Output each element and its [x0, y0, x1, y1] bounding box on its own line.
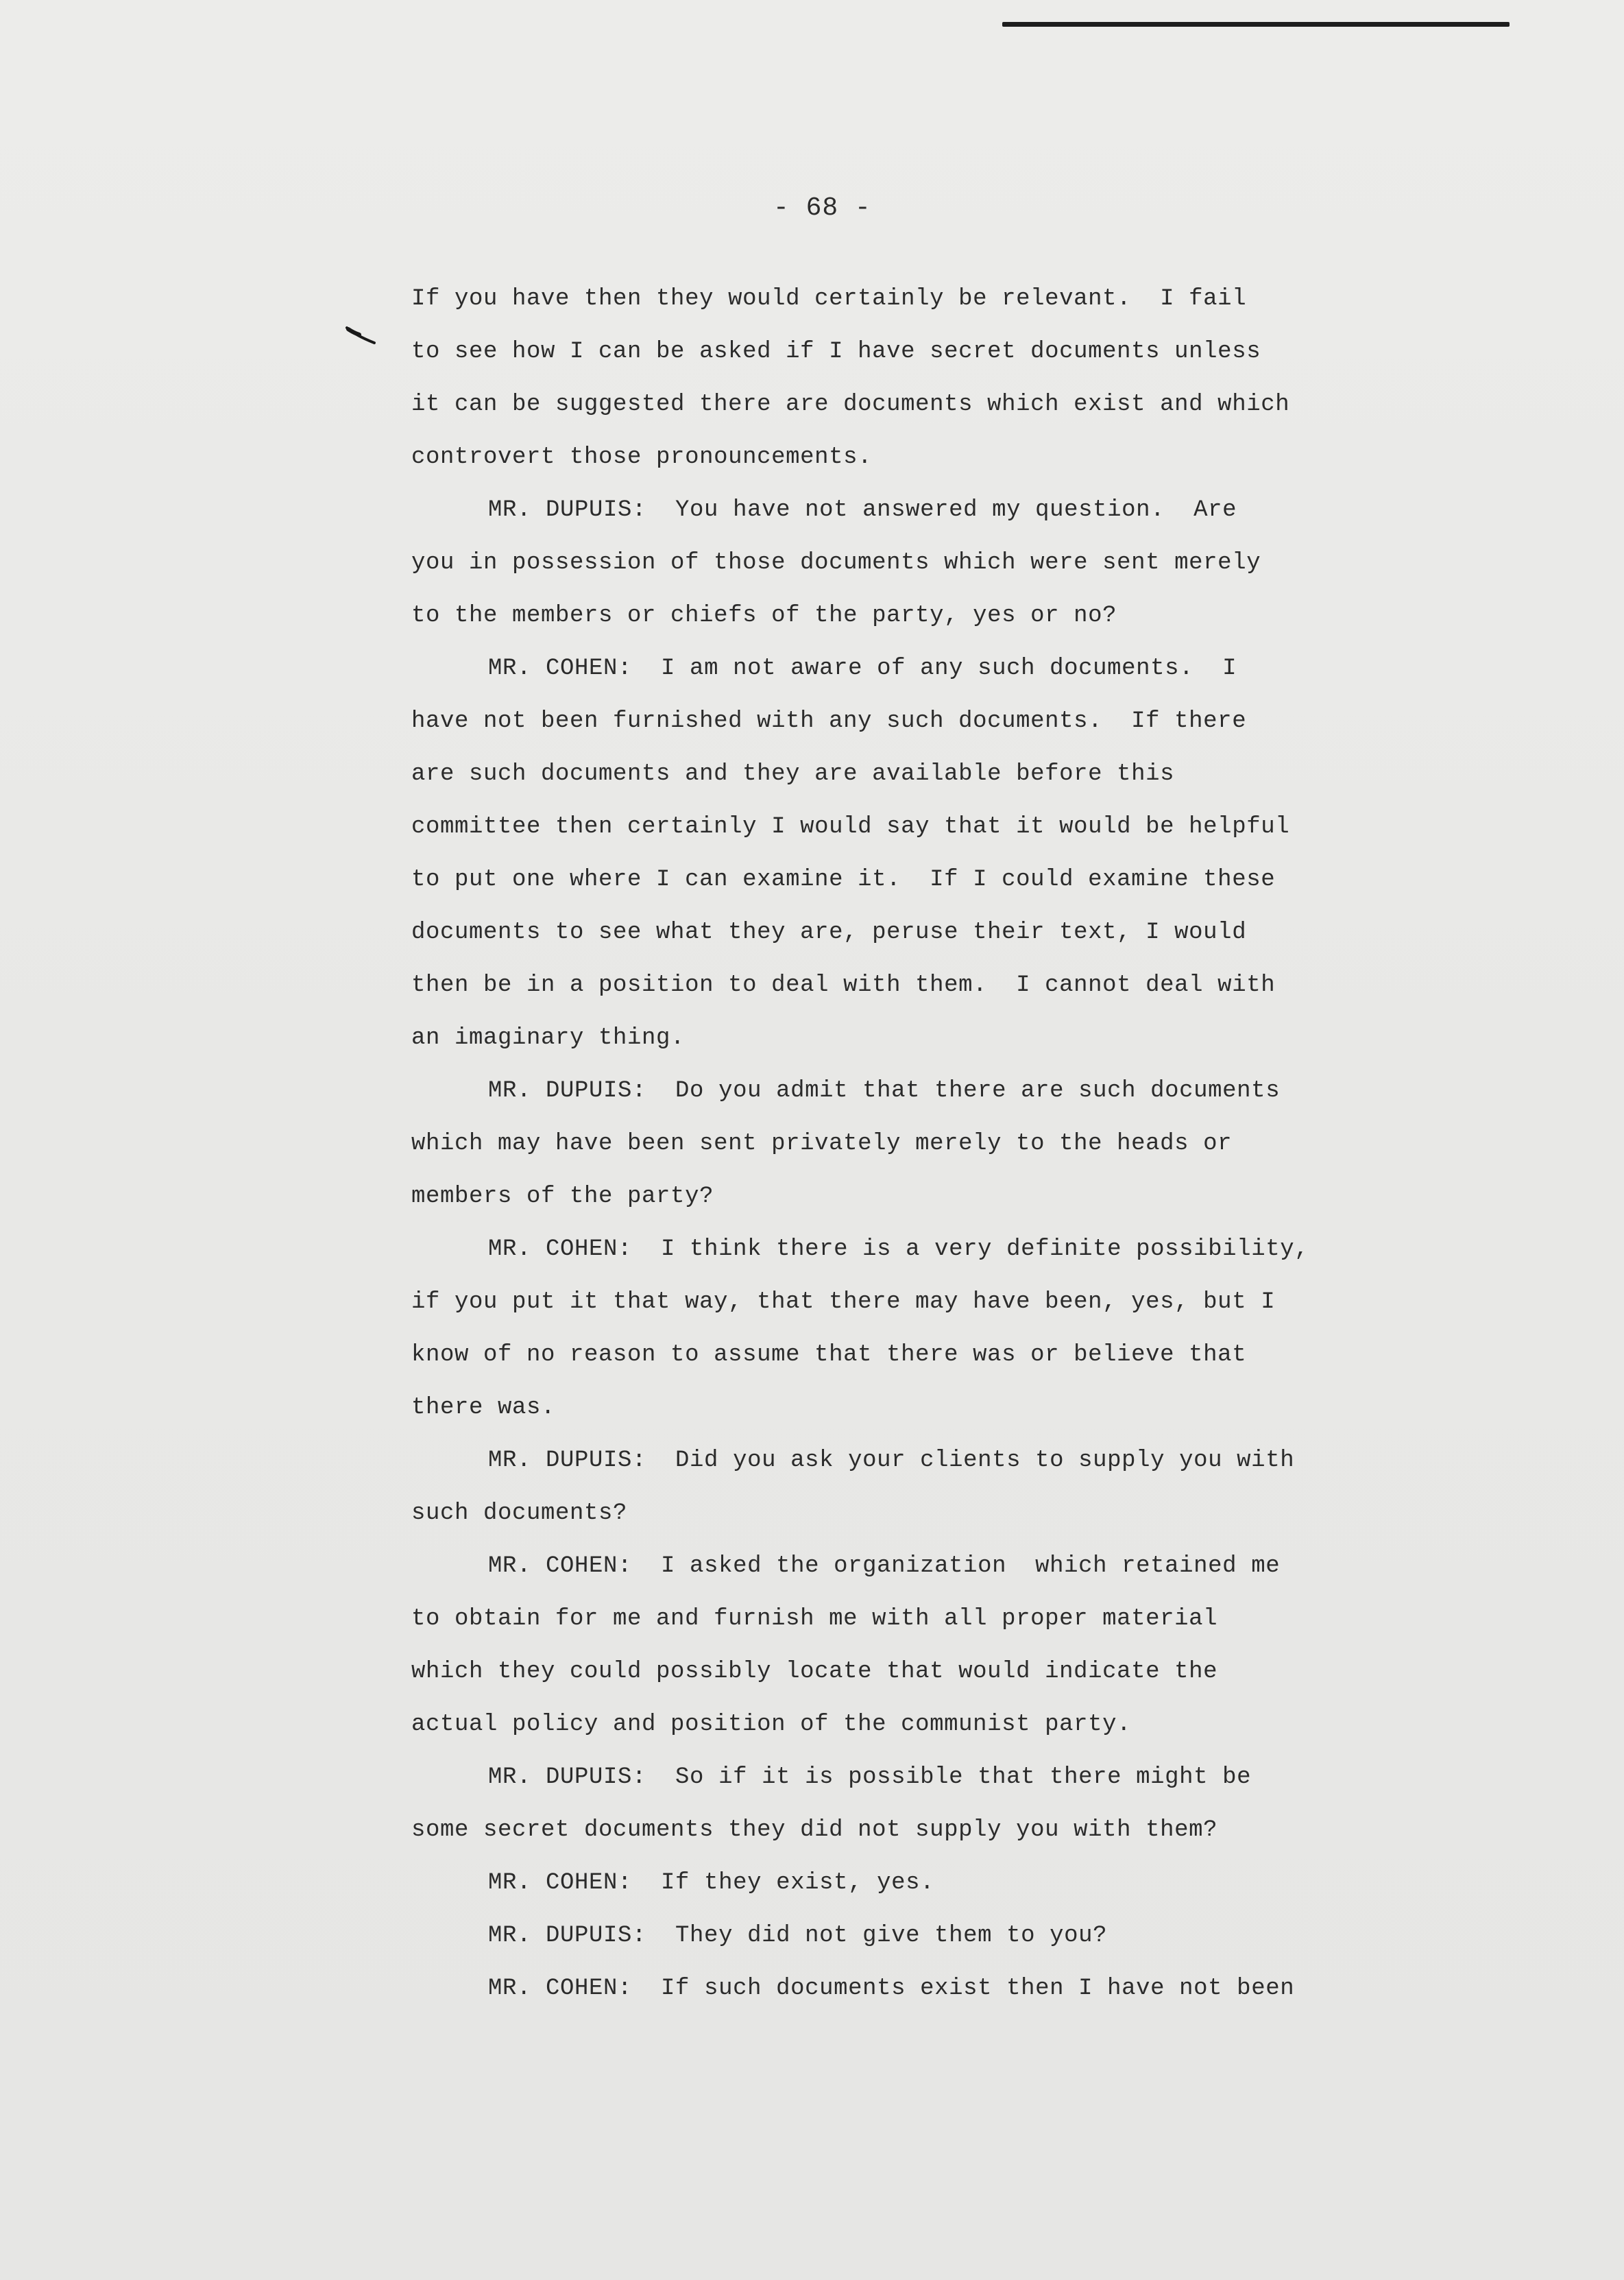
transcript-line [411, 273, 1440, 326]
line-text: They did not give them to you? [646, 1923, 1108, 1949]
line-text: some secret documents they did not supply you with them? [411, 1817, 1218, 1843]
transcript-line [411, 854, 1440, 907]
transcript-line [411, 1382, 1440, 1435]
transcript-line [411, 1910, 1440, 1963]
line-text: there was. [411, 1395, 556, 1421]
transcript-line [411, 484, 1440, 537]
line-text: controvert those pronouncements. [411, 444, 873, 470]
transcript-line [411, 1012, 1440, 1065]
transcript-line [411, 959, 1440, 1012]
transcript-line [411, 1857, 1440, 1910]
transcript-line [411, 801, 1440, 854]
transcript-line [411, 379, 1440, 431]
transcript-line [411, 1276, 1440, 1329]
line-text: If they exist, yes. [632, 1870, 935, 1896]
line-text: committee then certainly I would say that it would be helpful [411, 814, 1290, 840]
transcript-line [411, 1963, 1440, 2015]
speaker-label: MR. DUPUIS: [488, 497, 647, 523]
transcript-body [411, 273, 1440, 2015]
speaker-label: MR. DUPUIS: [488, 1078, 647, 1104]
line-text: I asked the organization which retained me [632, 1553, 1281, 1579]
transcript-line [411, 907, 1440, 959]
transcript-line [411, 1804, 1440, 1857]
line-text: such documents? [411, 1500, 628, 1526]
transcript-line [411, 695, 1440, 748]
transcript-line [411, 1540, 1440, 1593]
line-text: If such documents exist then I have not been [632, 1976, 1295, 2002]
line-text: to the members or chiefs of the party, yes or no? [411, 603, 1117, 629]
line-text: are such documents and they are available before this [411, 761, 1175, 787]
line-text: I think there is a very definite possibility, [632, 1236, 1309, 1262]
speaker-label: MR. DUPUIS: [488, 1764, 647, 1790]
transcript-line [411, 643, 1440, 695]
page-number: - 68 - [773, 193, 871, 223]
line-text: an imaginary thing. [411, 1025, 686, 1051]
transcript-line [411, 537, 1440, 590]
line-text: to obtain for me and furnish me with all proper material [411, 1606, 1218, 1632]
speaker-label: MR. COHEN: [488, 1236, 633, 1262]
speaker-label: MR. COHEN: [488, 1870, 633, 1896]
transcript-line [411, 590, 1440, 643]
line-text: which may have been sent privately merely to the heads or [411, 1131, 1233, 1157]
transcript-line [411, 1329, 1440, 1382]
transcript-line [411, 1171, 1440, 1223]
line-text: If you have then they would certainly be relevant. I fail [411, 286, 1247, 312]
transcript-line [411, 326, 1440, 379]
line-text: you in possession of those documents which were sent merely [411, 550, 1261, 576]
transcript-line [411, 1487, 1440, 1540]
line-text: So if it is possible that there might be [646, 1764, 1252, 1790]
line-text: it can be suggested there are documents which exist and which [411, 392, 1290, 418]
transcript-line [411, 1699, 1440, 1751]
line-text: to see how I can be asked if I have secret documents unless [411, 339, 1261, 365]
line-text: if you put it that way, that there may have been, yes, but I [411, 1289, 1276, 1315]
line-text: to put one where I can examine it. If I could examine these [411, 867, 1276, 893]
speaker-label: MR. COHEN: [488, 1553, 633, 1579]
line-text: which they could possibly locate that would indicate the [411, 1659, 1218, 1685]
line-text: know of no reason to assume that there was or believe that [411, 1342, 1247, 1368]
transcript-line [411, 431, 1440, 484]
line-text: have not been furnished with any such documents. If there [411, 708, 1247, 734]
transcript-line [411, 1065, 1440, 1118]
transcript-line [411, 1435, 1440, 1487]
transcript-line [411, 1751, 1440, 1804]
line-text: I am not aware of any such documents. I [632, 656, 1237, 682]
line-text: actual policy and position of the communist party. [411, 1712, 1132, 1738]
line-text: documents to see what they are, peruse their text, I would [411, 920, 1247, 946]
transcript-line [411, 748, 1440, 801]
speaker-label: MR. DUPUIS: [488, 1923, 647, 1949]
transcript-line [411, 1593, 1440, 1646]
speaker-label: MR. DUPUIS: [488, 1448, 647, 1474]
transcript-line [411, 1646, 1440, 1699]
transcript-line [411, 1118, 1440, 1171]
transcript-line [411, 1223, 1440, 1276]
line-text: You have not answered my question. Are [646, 497, 1237, 523]
line-text: then be in a position to deal with them. I cannot deal with [411, 972, 1276, 998]
line-text: Do you admit that there are such documents [646, 1078, 1281, 1104]
line-text: Did you ask your clients to supply you with [646, 1448, 1295, 1474]
line-text: members of the party? [411, 1184, 714, 1210]
speaker-label: MR. COHEN: [488, 1976, 633, 2002]
top-rule-line [1002, 22, 1510, 27]
margin-check-mark [344, 322, 378, 350]
speaker-label: MR. COHEN: [488, 656, 633, 682]
